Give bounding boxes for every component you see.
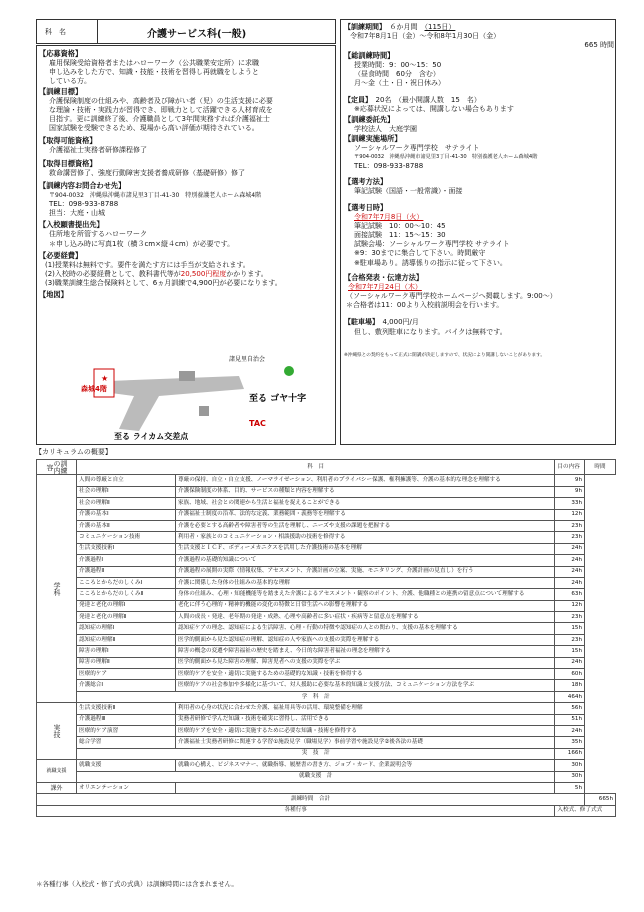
events-label: 各種行事 <box>37 805 555 816</box>
table-row <box>37 646 616 657</box>
note: ＊各種行事（入校式・修了式の式典）は訓練時間には含まれません。 <box>36 880 238 888</box>
subtotal-label: 学 科 計 <box>77 691 555 702</box>
content-cell: 医療的ケアを安全・適切に実施するための基礎的な知識・技術を修得する <box>176 669 555 680</box>
map-road <box>109 376 244 431</box>
hours-cell: 23h <box>555 634 585 645</box>
content-cell: 医療的ケアを安全・適切に実施するために必要な知識・技術を修得する <box>176 725 555 736</box>
footnote: ※沖縄県との契約をもって正式に開講が決定しますので、状況により開講しないことがあります。 <box>344 352 545 358</box>
hours-cell: 12h <box>555 600 585 611</box>
group-label-academic: 学科 <box>37 475 77 703</box>
target-cert-text: 救命講習修了、強度行動障害支援者養成研修（基礎研修）修了 <box>49 168 245 177</box>
total-value: 665h <box>585 794 616 805</box>
subtotal-label: 実 技 計 <box>77 748 555 759</box>
subject-cell: オリエンテーション <box>77 782 176 793</box>
result-heading: 【合格発表・伝達方法】 <box>344 272 424 282</box>
hours-cell: 51h <box>555 714 585 725</box>
subtotal-value: 464h <box>555 691 585 702</box>
table-row <box>37 543 616 554</box>
subject-cell: こころとからだのしくみⅠ <box>77 577 176 588</box>
hours-cell: 9h <box>555 475 585 486</box>
subject-cell: 社会の理解Ⅱ <box>77 498 176 509</box>
time-heading: 【総訓練時間】 <box>344 50 395 60</box>
content-cell: 障害の概念の変遷や障害福祉の歴史を踏まえ、今日的な障害者福祉の理念を理解する <box>176 646 555 657</box>
exam-date: 令和7年7月8日（火） <box>354 212 424 221</box>
curriculum-table <box>36 459 616 817</box>
content-cell: 医療的ケアの社会参加や多様化に基づいて、対人援助に必要な基本的知識と支援方法、コミュニケーション方法を学ぶ <box>176 680 555 691</box>
curriculum-title: 【カリキュラムの概要】 <box>35 448 112 456</box>
table-row <box>37 680 616 691</box>
cost-line: (3)職業訓練生総合保険料として、6ヵ月訓練で4,900円が必要になります。 <box>45 279 282 288</box>
map-label-top: 至る ゴヤ十字 <box>249 394 307 404</box>
subject-cell: 生活支援技術Ⅰ <box>77 543 176 554</box>
events-value: 入校式、修了式式 <box>555 805 616 816</box>
cert-text: 介護福祉士実務者研修課程修了 <box>49 146 147 155</box>
subtotal-value: 166h <box>555 748 585 759</box>
table-row <box>37 520 616 531</box>
subtotal-row <box>37 691 616 702</box>
hours-cell: 5h <box>555 782 585 793</box>
hours-cell: 23h <box>555 520 585 531</box>
table-row <box>37 782 616 793</box>
table-row <box>37 760 616 771</box>
goal-heading: 【訓練目標】 <box>39 86 83 96</box>
contact-line: 担当：大庭・山城 <box>49 209 105 218</box>
qual-line: 雇用保険受給資格者またはハローワーク（公共職業安定所）に求職 <box>49 59 259 67</box>
hours-cell: 9h <box>555 486 585 497</box>
hours-cell: 24h <box>555 577 585 588</box>
table-row <box>37 555 616 566</box>
hours-cell: 63h <box>555 589 585 600</box>
content-cell: 生活支援とＩＣＦ、ボディーメカニクスを活用した介護技術の基本を理解 <box>176 543 555 554</box>
application-line: 住所地を所管するハローワーク <box>49 230 147 239</box>
total-label: 訓練時間 合計 <box>37 794 585 805</box>
content-cell: 人間の成長・発達、老年期の発達・成熟、心理や高齢者に多い症状・疾病等と留意点を理解する <box>176 612 555 623</box>
subject-cell: 障害の理解Ⅱ <box>77 657 176 668</box>
subject-cell: 介護過程Ⅱ <box>77 566 176 577</box>
result-date: 令和7年7月24日（木） <box>348 282 422 291</box>
content-cell: 介護過程の基礎的知識について <box>176 555 555 566</box>
table-row <box>37 509 616 520</box>
content-cell: 医学的側面から見た認知症の理解、認知症の人や家族への支援の実際を理解する <box>176 634 555 645</box>
period-days: （115日） <box>424 23 456 31</box>
group-label-job: 就職支援 <box>37 760 77 783</box>
subject-cell: 発達と老化の理解Ⅱ <box>77 612 176 623</box>
org-heading: 【訓練委託先】 <box>344 114 395 124</box>
content-cell: 介護福祉士制度の沿革、法的な定義、業務範囲・義務等を理解する <box>176 509 555 520</box>
course-name: 介護サービス科(一般) <box>147 29 247 40</box>
place-text: ソーシャルワーク専門学校 サテライト <box>354 143 480 152</box>
content-cell: 就職の心構え、ビジネスマナー、就職指導、履歴書の書き方、ジョブ・カード、企業説明会等 <box>176 760 555 771</box>
table-row <box>37 577 616 588</box>
contact-line: 〒904-0032 沖縄県沖縄市諸見里3丁目-41-30 特別養護老人ホーム森城4階 <box>49 191 262 199</box>
subject-cell: 介護の基本Ⅰ <box>77 509 176 520</box>
application-line: ＊申し込み時に写真1枚（横３cm×縦４cm）が必要です。 <box>49 239 235 248</box>
cert-heading: 【取得可能資格】 <box>39 136 97 146</box>
building-icon <box>179 371 195 381</box>
exam-line: ※9：30までに集合して下さい。時間厳守 <box>354 249 486 258</box>
subtotal-value: 30h <box>555 771 585 782</box>
subject-cell: コミュニケーション技術 <box>77 532 176 543</box>
subject-cell: 医療的ケア <box>77 669 176 680</box>
hours-cell: 24h <box>555 555 585 566</box>
building-icon <box>199 406 209 416</box>
access-map <box>39 351 335 441</box>
goal-line: 国家試験を受験できるため、現場から高い評価が期待されている。 <box>49 124 259 133</box>
application-heading: 【入校願書提出先】 <box>39 220 104 230</box>
subject-cell: 障害の理解Ⅰ <box>77 646 176 657</box>
table-row <box>37 657 616 668</box>
selection-text: 筆記試験（国語・一般常識）・面接 <box>354 187 463 196</box>
content-cell: 老化に伴う心理的・精神的機能の変化の特徴と日常生活への影響を理解する <box>176 600 555 611</box>
content-cell: 利用者の心身の状況に合わせた介護、福祉用具等の活用、環境整備を理解 <box>176 703 555 714</box>
goal-line: 目指す。更に訓練終了後、介護職員として3年間実務すれば介護福祉士 <box>49 115 270 124</box>
parking-note: 但し、敷列駐車になります。バイクは無料です。 <box>354 327 507 336</box>
capacity-note: ※応募状況によっては、開講しない場合もあります <box>354 105 514 114</box>
period-dates: 令和7年8月1日（金）～令和8年1月30日（金） <box>350 32 501 41</box>
goal-line: な理論・技術・実践力が習得でき、即戦力として活躍できる人材育成を <box>49 105 273 114</box>
cost-line: (1)授業料は無料です。要件を満たす方には手当が支給されます。 <box>45 260 250 269</box>
table-row <box>37 589 616 600</box>
content-cell: 介護福祉士実務者研修に関連する学習①施設見学（職場見学）事前学習や施設見学②後各法の基礎 <box>176 737 555 748</box>
content-cell: 実務者研修で学んだ知識・技術を確実に習得し、活用できる <box>176 714 555 725</box>
hours-cell: 15h <box>555 623 585 634</box>
subject-cell: 社会の理解Ⅰ <box>77 486 176 497</box>
qual-line: 申し込みをした方で、知識・技能・技術を習得し再就職をしようと <box>49 68 259 77</box>
time-line: 授業時間：9：00～15：50 <box>354 60 442 69</box>
content-cell: 利用者・家族とのコミュニケーション・相談援助の技術を修得する <box>176 532 555 543</box>
subject-cell: 医療的ケア演習 <box>77 725 176 736</box>
school-star-icon: ★ <box>101 374 109 383</box>
subject-cell: 人間の尊厳と自立 <box>77 475 176 486</box>
exam-line: 面接試験 11：15～15：30 <box>354 231 446 240</box>
content-cell: 介護保険制度の体系、目的、サービスの種類と内容を理解する <box>176 486 555 497</box>
convenience-store-icon <box>284 366 294 376</box>
hours-cell: 24h <box>555 657 585 668</box>
table-row <box>37 498 616 509</box>
content-cell: 身体の仕組み、心理・知能機能等を踏まえた介護によるアセスメント・観察のポイント、介護、他職種との連携の留意点について理解する <box>176 589 555 600</box>
goal-line: 介護保険制度の仕組みや、高齢者及び障がい者（児）の生活支援に必要 <box>49 96 273 105</box>
hours-cell: 35h <box>555 737 585 748</box>
content-cell <box>176 782 555 793</box>
map-label-bottom: 至る ライカム交差点 <box>114 432 189 441</box>
hours-cell: 23h <box>555 612 585 623</box>
header-hours: 時間 <box>585 460 616 475</box>
school-label: 森城4階 <box>81 385 107 393</box>
events-row <box>37 805 616 816</box>
selection-heading: 【選考方法】 <box>344 177 388 187</box>
org-text: 学校法人 大庭学園 <box>354 124 417 133</box>
content-cell: 尊厳の保持、自立・自立支援、ノーマライゼーション、利用者のプライバシー保護、権利擁護等、介護の基本的な理念を理解する <box>176 475 555 486</box>
subtotal-label: 就職支援 計 <box>77 771 555 782</box>
capacity-row: 【定員】 20名 （最小開講人数 15 名） <box>344 96 481 105</box>
content-cell: 認知症ケアの理念、認知症による生活障害、心理・行動の特徴や認知症の人との関わり、支援の基本を理解する <box>176 623 555 634</box>
contact-line: TEL：098-933-8788 <box>49 200 119 209</box>
subject-cell: 介護総合Ⅰ <box>77 680 176 691</box>
time-line: 月～金（土・日・祝日休み） <box>354 79 445 88</box>
hours-cell: 23h <box>555 532 585 543</box>
group-label-extra: 課外 <box>37 782 77 793</box>
subject-cell: 生活支援技術Ⅱ <box>77 703 176 714</box>
table-row <box>37 714 616 725</box>
divider <box>97 20 98 43</box>
content-cell: 介護に関係した身体の仕組みの基本的な理解 <box>176 577 555 588</box>
subject-cell: 介護過程Ⅰ <box>77 555 176 566</box>
table-row <box>37 566 616 577</box>
jichikai-label: 諸見里自治会 <box>229 356 266 363</box>
place-address: 〒904-0032 沖縄県沖縄市諸見里3丁目-41-30 特別養護老人ホーム森城4階 <box>354 154 538 161</box>
hours-cell: 60h <box>555 669 585 680</box>
academic-rows <box>37 475 616 817</box>
table-row <box>37 612 616 623</box>
exam-line: 筆記試験 10：00～10：45 <box>354 221 446 230</box>
table-row <box>37 703 616 714</box>
place-heading: 【訓練実施場所】 <box>344 133 402 143</box>
content-cell: 医学的側面から見た障害の理解、障害児者への支援の実際を学ぶ <box>176 657 555 668</box>
table-row <box>37 486 616 497</box>
exam-line: 試験会場：ソーシャルワーク専門学校 サテライト <box>354 240 510 249</box>
table-row <box>37 600 616 611</box>
content-cell: 介護を必要とする高齢者や障害者等の生活を理解し、ニーズや支援の課題を把握する <box>176 520 555 531</box>
qual-heading: 【応募資格】 <box>39 49 83 58</box>
table-row <box>37 623 616 634</box>
table-row <box>37 475 616 486</box>
result-line: （ソーシャルワーク専門学校ホームページへ掲載します。9:00～） <box>346 292 557 301</box>
cost-amount: 20,500円程度 <box>180 270 227 279</box>
period-row: 【訓練期間】 ６か月間 （115日） <box>344 23 456 31</box>
subject-cell: 総合学習 <box>77 737 176 748</box>
subject-cell: 認知症の理解Ⅰ <box>77 623 176 634</box>
header-content: 目の内容 <box>555 460 585 475</box>
right-info-box <box>340 19 616 445</box>
subject-cell: 発達と老化の理解Ⅰ <box>77 600 176 611</box>
group-label-practical: 実技 <box>37 703 77 760</box>
table-row <box>37 669 616 680</box>
name-label: 科 名 <box>45 28 66 36</box>
table-row <box>37 737 616 748</box>
subject-cell: 認知症の理解Ⅱ <box>77 634 176 645</box>
result-line: ＊合格者は11：00より入校前説明会を行います。 <box>346 301 504 310</box>
subject-cell: 介護過程Ⅲ <box>77 714 176 725</box>
course-name-box <box>36 19 336 44</box>
date-heading: 【選考日時】 <box>344 202 388 212</box>
target-cert-heading: 【取得目標資格】 <box>39 158 97 168</box>
subject-cell: 介護の基本Ⅱ <box>77 520 176 531</box>
table-row <box>37 532 616 543</box>
hours-cell: 24h <box>555 543 585 554</box>
section-label: 訓練の内容 <box>37 460 77 475</box>
subject-cell: こころとからだのしくみⅡ <box>77 589 176 600</box>
hours-cell: 30h <box>555 760 585 771</box>
hours-cell: 15h <box>555 646 585 657</box>
header-subject: 科 目 <box>77 460 555 475</box>
exam-line: ※駐車場あり。誘導係りの指示に従って下さい。 <box>354 258 507 267</box>
table-row <box>37 634 616 645</box>
left-info-box <box>36 45 336 445</box>
hours-cell: 56h <box>555 703 585 714</box>
hours-cell: 12h <box>555 509 585 520</box>
content-cell: 家族、地域、社会との関連から生活と福祉を捉えることができる <box>176 498 555 509</box>
hours-cell: 18h <box>555 680 585 691</box>
total-hours: 665 時間 <box>584 41 614 50</box>
parking-row: 【駐車場】 4,000円/月 <box>344 318 419 327</box>
table-row <box>37 725 616 736</box>
subtotal-row <box>37 748 616 759</box>
total-row <box>37 794 616 805</box>
place-tel: TEL：098-933-8788 <box>354 162 424 171</box>
table-header <box>37 460 616 475</box>
cost-heading: 【必要経費】 <box>39 250 83 260</box>
map-heading: 【地図】 <box>39 290 68 300</box>
cost-line: (2)入校時の必要経費として、教科書代等が20,500円程度かかります。 <box>45 270 268 279</box>
hours-cell: 24h <box>555 725 585 736</box>
time-line: （昼食時間 60分 含む） <box>354 69 440 78</box>
hours-cell: 24h <box>555 566 585 577</box>
hours-cell: 33h <box>555 498 585 509</box>
contact-heading: 【訓練内容お問合わせ先】 <box>39 180 126 190</box>
content-cell: 介護過程の展開の実際（情報収集、アセスメント、介護計画の立案、実施、モニタリング、介護計画の見直し）を行う <box>176 566 555 577</box>
qual-line: している方。 <box>49 77 91 86</box>
subtotal-row <box>37 771 616 782</box>
subject-cell: 就職支援 <box>77 760 176 771</box>
tac-label: TAC <box>249 419 266 428</box>
